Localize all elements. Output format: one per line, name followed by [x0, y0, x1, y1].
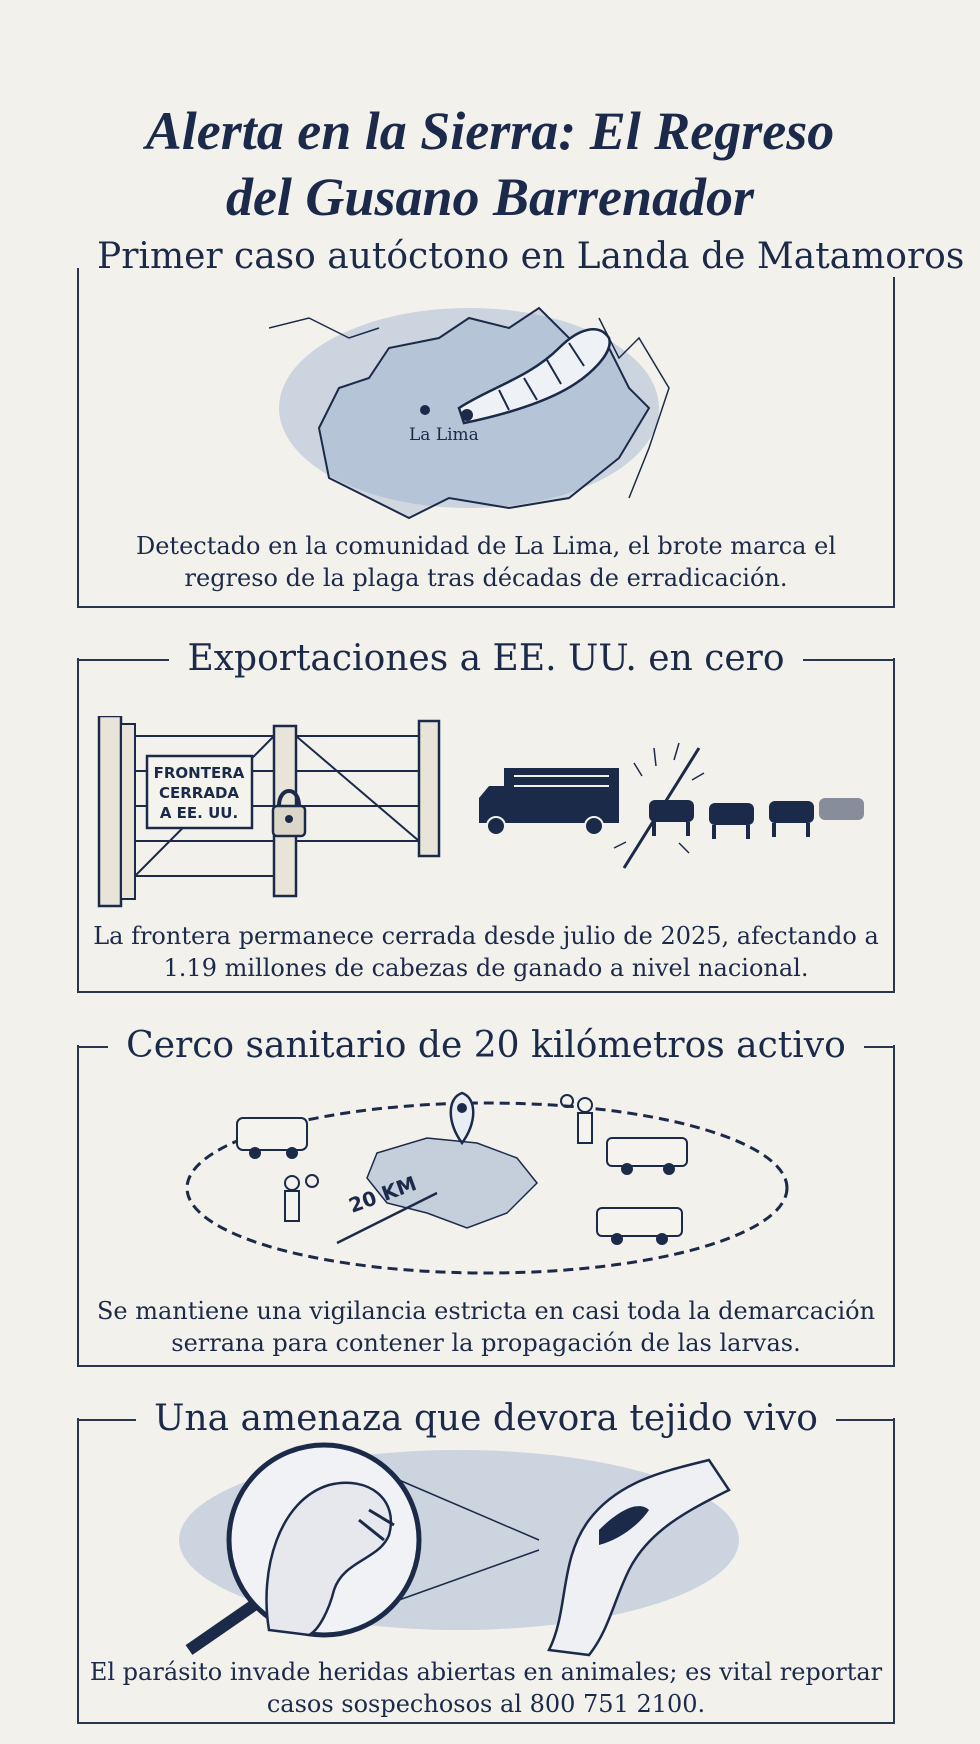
inspector-icon: [561, 1095, 592, 1143]
page-title: [0, 98, 980, 230]
section-first-case: [77, 236, 965, 608]
inspector-icon: [285, 1175, 318, 1221]
section-threat: [77, 1398, 895, 1724]
svg-text:FRONTERA: FRONTERA: [153, 764, 245, 782]
svg-text:CERRADA: CERRADA: [158, 784, 240, 802]
map-pin-dot: [420, 405, 430, 415]
section-exports: [77, 638, 895, 993]
truck-and-cattle-illustration: [474, 738, 874, 888]
patrol-truck-icon: [597, 1208, 682, 1245]
section-heading: Exportaciones a EE. UU. en cero: [79, 638, 893, 679]
section-sanitary-fence: [77, 1025, 895, 1367]
map-illustration: [269, 298, 709, 538]
distance-label: 20 KM: [345, 1171, 420, 1218]
closed-gate-illustration: [89, 716, 449, 916]
title-line-2: del Gusano Barrenador: [225, 167, 755, 228]
title-line-1: Alerta en la Sierra: El Regreso: [145, 101, 835, 162]
svg-text:A EE. UU.: A EE. UU.: [159, 804, 239, 822]
truck-icon: [479, 768, 619, 835]
section-heading: Una amenaza que devora tejido vivo: [79, 1398, 893, 1439]
section-description: El parásito invade heridas abiertas en animales; es vital reportar casos sospechosos al 800 751 2100.: [89, 1658, 883, 1718]
fence-perimeter-illustration: [177, 1083, 797, 1283]
van-icon: [237, 1118, 307, 1159]
section-description: Se mantiene una vigilancia estricta en casi toda la demarcación serrana para contener la propagación de las larvas.: [96, 1297, 876, 1357]
location-pin-icon: [451, 1093, 474, 1143]
cattle-icon: [649, 798, 864, 839]
section-heading: Cerco sanitario de 20 kilómetros activo: [79, 1025, 893, 1066]
section-description: Detectado en la comunidad de La Lima, el brote marca el regreso de la plaga tras décadas de erradicación.: [135, 532, 836, 592]
section-description: La frontera permanece cerrada desde julio de 2025, afectando a 1.19 millones de cabezas de ganado a nivel nacional.: [93, 922, 879, 982]
map-label: La Lima: [409, 425, 479, 445]
magnifier-wound-illustration: [169, 1440, 749, 1660]
patrol-truck-icon: [607, 1138, 687, 1175]
section-heading: Primer caso autóctono en Landa de Matamoros: [79, 236, 893, 277]
